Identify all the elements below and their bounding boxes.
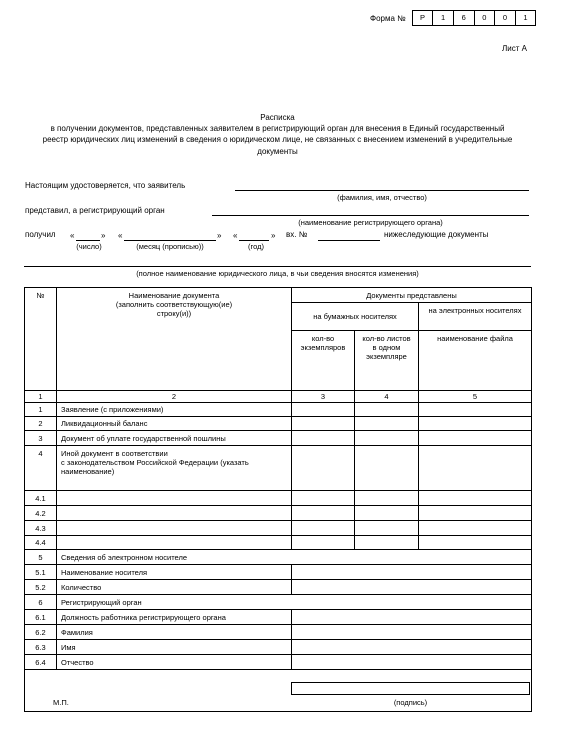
row-number: 4.4 — [25, 536, 57, 550]
document-name-input[interactable] — [57, 536, 292, 550]
header-presented: Документы представлены — [292, 288, 532, 303]
form-number — [370, 10, 536, 26]
header-number: № — [25, 288, 57, 391]
filename-cell[interactable] — [419, 506, 532, 521]
document-name-input[interactable] — [57, 491, 292, 506]
copies-cell[interactable] — [292, 417, 355, 431]
row-document-name: Документ об уплате государственной пошлины — [57, 431, 292, 446]
table-row — [25, 565, 532, 580]
filename-cell[interactable] — [419, 446, 532, 491]
column-number: 5 — [419, 391, 532, 403]
copies-cell[interactable] — [292, 446, 355, 491]
row-label: Наименование носителя — [57, 565, 292, 580]
header-copies-line: экземпляров — [300, 343, 346, 352]
row-number: 6.4 — [25, 655, 57, 670]
column-number: 4 — [355, 391, 419, 403]
title-line: в получении документов, представленных заявителем в регистрирующий орган для внесения в Единый государственный — [50, 124, 505, 134]
header-copies-line: кол-во — [311, 334, 335, 343]
row-number: 3 — [25, 431, 57, 446]
table-row — [25, 610, 532, 625]
table-row — [25, 446, 532, 491]
filename-cell[interactable] — [419, 417, 532, 431]
registering-organ-field[interactable] — [212, 215, 529, 216]
section-title: Сведения об электронном носителе — [57, 550, 532, 565]
row-doc-line: с законодательством Российской Федерации (указать — [61, 458, 249, 467]
section-title: Регистрирующий орган — [57, 595, 532, 610]
quote-open: « — [233, 231, 238, 240]
row-number: 4 — [25, 446, 57, 491]
copies-cell[interactable] — [292, 431, 355, 446]
table-row — [25, 640, 532, 655]
value-cell[interactable] — [292, 640, 532, 655]
following-text: нижеследующие документы — [384, 230, 489, 239]
form-number-boxes — [412, 10, 537, 26]
row-number: 4.2 — [25, 506, 57, 521]
form-digit: Р — [420, 13, 426, 22]
quote-open: « — [70, 231, 75, 240]
fio-caption: (фамилия, имя, отчество) — [337, 193, 427, 202]
sheets-cell[interactable] — [355, 403, 419, 417]
copies-cell[interactable] — [292, 536, 355, 550]
row-label: Фамилия — [57, 625, 292, 640]
row-number: 5.2 — [25, 580, 57, 595]
document-name-input[interactable] — [57, 506, 292, 521]
table-row — [25, 417, 532, 431]
row-label: Количество — [57, 580, 292, 595]
value-cell[interactable] — [292, 625, 532, 640]
header-doc-line: Наименование документа — [128, 291, 220, 300]
received-text: получил — [25, 230, 56, 239]
year-caption: (год) — [248, 242, 264, 251]
quote-close: » — [101, 231, 106, 240]
row-doc-line: Иной документ в соответствии — [61, 449, 168, 458]
row-number: 6 — [25, 595, 57, 610]
column-number: 3 — [292, 391, 355, 403]
header-doc-line: (заполнить соответствующую(ие) — [115, 300, 233, 309]
filename-cell[interactable] — [419, 536, 532, 550]
stamp-label: М.П. — [53, 698, 69, 707]
row-document-name — [57, 446, 292, 491]
row-document-name: Ликвидационный баланс — [57, 417, 292, 431]
sheets-cell[interactable] — [355, 431, 419, 446]
form-number-label: Форма № — [370, 13, 406, 23]
filename-cell[interactable] — [419, 403, 532, 417]
sheets-cell[interactable] — [355, 491, 419, 506]
incoming-number-field[interactable] — [318, 240, 380, 241]
sheet-label: Лист А — [502, 44, 527, 53]
row-number: 1 — [25, 403, 57, 417]
value-cell[interactable] — [292, 610, 532, 625]
row-label: Имя — [57, 640, 292, 655]
day-caption: (число) — [76, 242, 102, 251]
header-electronic: на электронных носителях — [419, 303, 532, 331]
signature-box[interactable] — [291, 682, 530, 695]
row-number: 6.3 — [25, 640, 57, 655]
form-digit: 0 — [474, 11, 495, 25]
signature-caption: (подпись) — [393, 698, 428, 707]
table-row — [25, 431, 532, 446]
sheets-cell[interactable] — [355, 506, 419, 521]
header-sheets-line: в одном — [372, 343, 401, 352]
row-label: Отчество — [57, 655, 292, 670]
table-row — [25, 491, 532, 506]
table-row — [25, 580, 532, 595]
copies-cell[interactable] — [292, 521, 355, 536]
certify-text: Настоящим удостоверяется, что заявитель — [25, 181, 186, 190]
quote-close: » — [217, 231, 222, 240]
value-cell[interactable] — [292, 580, 532, 595]
column-number: 1 — [25, 391, 57, 403]
table-row — [25, 655, 532, 670]
row-label: Должность работника регистрирующего органа — [57, 610, 292, 625]
filename-cell[interactable] — [419, 491, 532, 506]
copies-cell[interactable] — [292, 506, 355, 521]
row-number: 5 — [25, 550, 57, 565]
title-line: документы — [257, 146, 298, 156]
sheets-cell[interactable] — [355, 521, 419, 536]
row-number: 5.1 — [25, 565, 57, 580]
header-filename: наименование файла — [419, 331, 532, 391]
copies-cell[interactable] — [292, 403, 355, 417]
header-doc-line: строку(и)) — [156, 309, 192, 318]
sheets-cell[interactable] — [355, 417, 419, 431]
column-number: 2 — [57, 391, 292, 403]
table-row — [25, 403, 532, 417]
submitted-text: представил, а регистрирующий орган — [25, 206, 165, 215]
table-row — [25, 536, 532, 550]
row-number: 2 — [25, 417, 57, 431]
entity-name-field[interactable] — [24, 266, 531, 267]
section-row — [25, 595, 532, 610]
header-sheets-line: экземпляре — [366, 352, 407, 361]
incoming-label: вх. № — [286, 230, 308, 239]
document-name-input[interactable] — [57, 521, 292, 536]
table-row — [25, 625, 532, 640]
row-number: 4.3 — [25, 521, 57, 536]
year-field[interactable] — [239, 240, 269, 241]
month-caption: (месяц (прописью)) — [136, 242, 204, 251]
form-digit: 1 — [515, 11, 536, 25]
title-line: Расписка — [260, 113, 295, 122]
row-document-name: Заявление (с приложениями) — [57, 403, 292, 417]
header-paper: на бумажных носителях — [292, 303, 419, 331]
document-title — [20, 112, 535, 157]
quote-close: » — [271, 231, 276, 240]
value-cell[interactable] — [292, 655, 532, 670]
signature-row — [25, 670, 532, 712]
row-number: 6.1 — [25, 610, 57, 625]
sheets-cell[interactable] — [355, 536, 419, 550]
month-field[interactable] — [124, 240, 216, 241]
filename-cell[interactable] — [419, 521, 532, 536]
table-row — [25, 521, 532, 536]
value-cell[interactable] — [292, 565, 532, 580]
entity-caption: (полное наименование юридического лица, в чьи сведения вносятся изменения) — [136, 269, 419, 278]
signature-area — [25, 670, 532, 712]
sheets-cell[interactable] — [355, 446, 419, 491]
header-document-name — [57, 288, 292, 391]
row-number: 4.1 — [25, 491, 57, 506]
table-row — [25, 506, 532, 521]
section-row — [25, 550, 532, 565]
row-number: 6.2 — [25, 625, 57, 640]
applicant-fio-field[interactable] — [235, 190, 529, 191]
day-field[interactable] — [76, 240, 100, 241]
organ-caption: (наименование регистрирующего органа) — [298, 218, 443, 227]
form-digit: 6 — [453, 11, 474, 25]
header-copies — [292, 331, 355, 391]
documents-table — [24, 287, 532, 712]
header-sheets-line: кол-во листов — [362, 334, 411, 343]
form-digit: 1 — [432, 11, 453, 25]
row-doc-line: наименование) — [61, 467, 115, 476]
filename-cell[interactable] — [419, 431, 532, 446]
form-digit: 0 — [494, 11, 515, 25]
header-sheets — [355, 331, 419, 391]
copies-cell[interactable] — [292, 491, 355, 506]
quote-open: « — [118, 231, 123, 240]
title-line: реестр юридических лиц изменений в сведения о юридическом лице, не связанных с внесением изменений в учредительные — [42, 135, 513, 145]
